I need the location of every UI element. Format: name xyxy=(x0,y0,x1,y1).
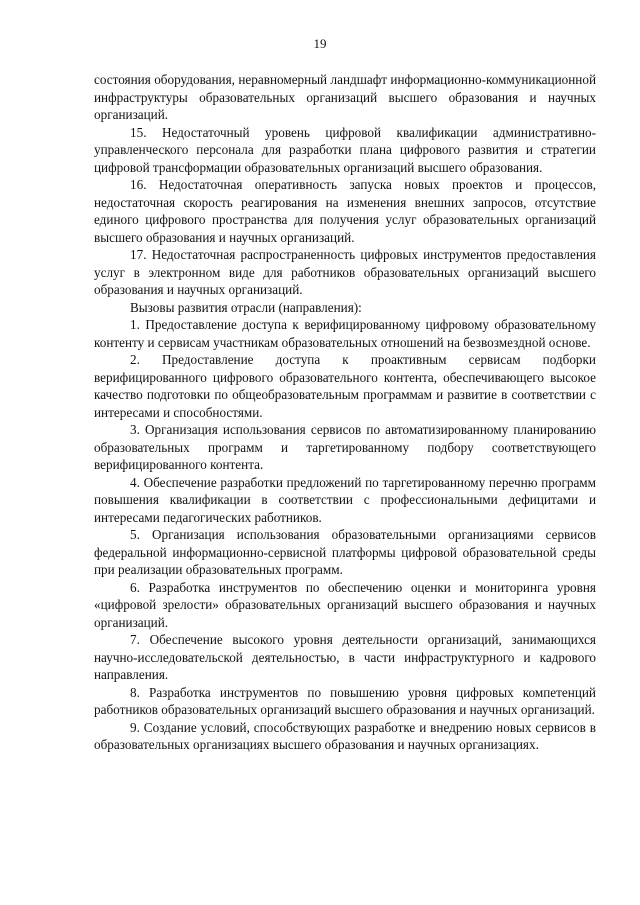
paragraph-challenge-9: 9. Создание условий, способствующих разработке и внедрению новых сервисов в образовательных организациях высшего образования и научных организациях. xyxy=(94,719,596,752)
paragraph-item-16: 16. Недостаточная оперативность запуска новых проектов и процессов, недостаточная скорость реагирования на изменения внешних запросов, отсутствие единого цифрового пространства для получения услуг образовательных организаций высшего образования и научных организаций. xyxy=(94,177,596,245)
paragraph-challenge-8: 8. Разработка инструментов по повышению уровня цифровых компетенций работников образовательных организаций высшего образования и научных организаций. xyxy=(94,684,596,717)
paragraph-challenge-4: 4. Обеспечение разработки предложений по таргетированному перечню программ повышения квалификации в соответствии с профессиональными дефицитами и интересами педагогических работников. xyxy=(94,474,596,525)
paragraph-continuation: состояния оборудования, неравномерный ландшафт информационно-коммуникационной инфраструктуры образовательных организаций высшего образования и научных организаций. xyxy=(94,72,596,122)
paragraph-challenge-3: 3. Организация использования сервисов по автоматизированному планированию образовательных программ и таргетированному подбору соответствующего верифицированного контента. xyxy=(94,422,596,472)
paragraph-challenge-2: 2. Предоставление доступа к проактивным сервисам подборки верифицированного цифрового образовательного контента, обеспечивающего высокое качество подготовки по общеобразовательным программам и развитие в соответствии с интересами и способностями. xyxy=(94,352,596,420)
section-heading-challenges: Вызовы развития отрасли (направления): xyxy=(130,299,362,315)
page-body xyxy=(94,71,596,754)
paragraph-challenge-6: 6. Разработка инструментов по обеспечению оценки и мониторинга уровня «цифровой зрелости» образовательных организаций высшего образования и научных организаций. xyxy=(94,579,596,630)
paragraph-challenge-5: 5. Организация использования образовательными организациями сервисов федеральной информационно-сервисной платформы цифровой образовательной среды при реализации образовательных программ. xyxy=(94,527,596,577)
paragraph-challenge-7: 7. Обеспечение высокого уровня деятельности организаций, занимающихся научно-исследовательской деятельностью, в части инфраструктурного и кадрового направления. xyxy=(94,632,596,682)
paragraph-item-15: 15. Недостаточный уровень цифровой квалификации административно-управленческого персонала для разработки плана цифрового развития и стратегии цифровой трансформации образовательных организаций высшего образования. xyxy=(94,124,596,175)
paragraph-item-17: 17. Недостаточная распространенность цифровых инструментов предоставления услуг в электронном виде для работников образовательных организаций высшего образования и научных организаций. xyxy=(94,247,596,297)
paragraph-challenge-1: 1. Предоставление доступа к верифицированному цифровому образовательному контенту и сервисам участникам образовательных отношений на безвозмездной основе. xyxy=(94,317,596,350)
page-number: 19 xyxy=(313,36,327,51)
